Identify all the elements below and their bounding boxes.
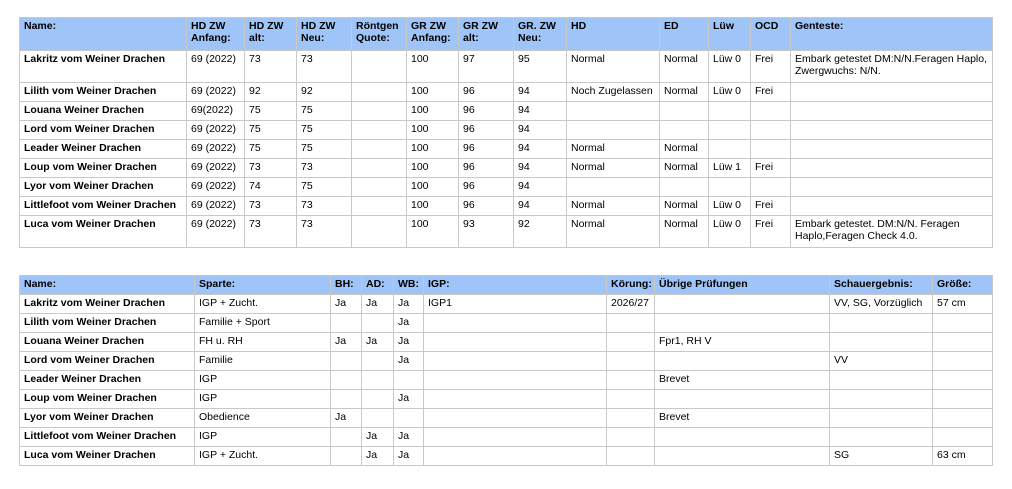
table-cell: Fpr1, RH V bbox=[655, 333, 830, 352]
table-cell: 100 bbox=[407, 216, 459, 248]
column-header-hd-zw-alt: HD ZW alt: bbox=[245, 18, 297, 51]
table-row bbox=[20, 447, 993, 466]
table-cell: 73 bbox=[297, 197, 352, 216]
column-header-name: Name: bbox=[20, 276, 195, 295]
table-cell: 69(2022) bbox=[187, 102, 245, 121]
table-cell bbox=[331, 390, 362, 409]
table-cell bbox=[607, 352, 655, 371]
table-cell: IGP bbox=[195, 390, 331, 409]
table-cell: Embark getestet. DM:N/N. Feragen Haplo,Feragen Check 4.0. bbox=[791, 216, 993, 248]
table-row bbox=[20, 428, 993, 447]
table-cell: Ja bbox=[331, 295, 362, 314]
table-cell: 95 bbox=[514, 51, 567, 83]
table-cell: Ja bbox=[362, 333, 394, 352]
table-cell: Frei bbox=[751, 216, 791, 248]
table-cell: Ja bbox=[394, 390, 424, 409]
table-cell bbox=[567, 102, 660, 121]
table-cell bbox=[751, 102, 791, 121]
table-cell: Embark getestet DM:N/N.Feragen Haplo, Zwergwuchs: N/N. bbox=[791, 51, 993, 83]
table-cell: Obedience bbox=[195, 409, 331, 428]
table-row bbox=[20, 216, 993, 248]
column-header-igp: IGP: bbox=[424, 276, 607, 295]
dog-name-cell: Luca vom Weiner Drachen bbox=[20, 216, 187, 248]
table-cell: Brevet bbox=[655, 409, 830, 428]
dog-name-cell: Loup vom Weiner Drachen bbox=[20, 390, 195, 409]
table-cell: Frei bbox=[751, 83, 791, 102]
table-cell: 100 bbox=[407, 83, 459, 102]
table-cell: Frei bbox=[751, 159, 791, 178]
table-cell: 75 bbox=[245, 140, 297, 159]
table-cell: IGP1 bbox=[424, 295, 607, 314]
table-row bbox=[20, 371, 993, 390]
dog-name-cell: Lord vom Weiner Drachen bbox=[20, 121, 187, 140]
table-cell bbox=[933, 428, 993, 447]
table-cell: Lüw 1 bbox=[709, 159, 751, 178]
table-cell: 93 bbox=[459, 216, 514, 248]
table-cell: Frei bbox=[751, 51, 791, 83]
table-cell bbox=[424, 314, 607, 333]
table-cell bbox=[424, 333, 607, 352]
table-cell bbox=[660, 178, 709, 197]
table-cell: 69 (2022) bbox=[187, 159, 245, 178]
table-row bbox=[20, 140, 993, 159]
table-cell bbox=[830, 314, 933, 333]
table-cell bbox=[751, 178, 791, 197]
table-cell: 94 bbox=[514, 121, 567, 140]
table-cell bbox=[933, 371, 993, 390]
table-cell bbox=[331, 314, 362, 333]
dog-name-cell: Lyor vom Weiner Drachen bbox=[20, 409, 195, 428]
table-cell: 96 bbox=[459, 83, 514, 102]
dog-name-cell: Loup vom Weiner Drachen bbox=[20, 159, 187, 178]
table-cell: FH u. RH bbox=[195, 333, 331, 352]
dog-name-cell: Lakritz vom Weiner Drachen bbox=[20, 295, 195, 314]
table-cell: 73 bbox=[297, 216, 352, 248]
table-cell: Frei bbox=[751, 197, 791, 216]
table-cell: 73 bbox=[245, 216, 297, 248]
table-cell: 100 bbox=[407, 51, 459, 83]
table-cell bbox=[830, 428, 933, 447]
column-header-bh: BH: bbox=[331, 276, 362, 295]
table-cell: 69 (2022) bbox=[187, 178, 245, 197]
table-cell: Ja bbox=[362, 447, 394, 466]
table-row bbox=[20, 390, 993, 409]
table-cell: Ja bbox=[331, 333, 362, 352]
table-row bbox=[20, 197, 993, 216]
table-row bbox=[20, 409, 993, 428]
table-cell bbox=[394, 371, 424, 390]
table-cell: 75 bbox=[297, 102, 352, 121]
table-cell: 94 bbox=[514, 159, 567, 178]
table-cell bbox=[830, 333, 933, 352]
column-header-schauergebnis: Schauergebnis: bbox=[830, 276, 933, 295]
table-cell bbox=[352, 216, 407, 248]
table-cell bbox=[751, 140, 791, 159]
table-cell bbox=[394, 409, 424, 428]
table-cell: Familie bbox=[195, 352, 331, 371]
table-cell bbox=[352, 102, 407, 121]
dog-name-cell: Lord vom Weiner Drachen bbox=[20, 352, 195, 371]
table-cell: Normal bbox=[567, 51, 660, 83]
table-cell: Normal bbox=[567, 216, 660, 248]
table-cell: 75 bbox=[245, 121, 297, 140]
table-cell bbox=[362, 409, 394, 428]
breeding-values-table bbox=[19, 17, 993, 248]
dog-name-cell: Lilith vom Weiner Drachen bbox=[20, 83, 187, 102]
table-cell: Normal bbox=[567, 197, 660, 216]
table-cell: 94 bbox=[514, 140, 567, 159]
table-cell bbox=[352, 159, 407, 178]
table-cell bbox=[655, 390, 830, 409]
table-cell bbox=[655, 447, 830, 466]
table-cell bbox=[352, 197, 407, 216]
table-cell: Ja bbox=[394, 352, 424, 371]
table-cell: 57 cm bbox=[933, 295, 993, 314]
table-cell bbox=[352, 83, 407, 102]
table-cell: IGP bbox=[195, 371, 331, 390]
table-cell: 92 bbox=[514, 216, 567, 248]
table-cell bbox=[362, 371, 394, 390]
table-cell: 96 bbox=[459, 102, 514, 121]
table-cell bbox=[933, 409, 993, 428]
table-cell: Ja bbox=[394, 295, 424, 314]
dog-name-cell: Lilith vom Weiner Drachen bbox=[20, 314, 195, 333]
column-header-gr-zw-alt: GR ZW alt: bbox=[459, 18, 514, 51]
table-cell: Lüw 0 bbox=[709, 51, 751, 83]
table-cell: Lüw 0 bbox=[709, 197, 751, 216]
table-row bbox=[20, 295, 993, 314]
table-cell: Ja bbox=[362, 428, 394, 447]
column-header-name: Name: bbox=[20, 18, 187, 51]
table-cell: 94 bbox=[514, 102, 567, 121]
table-cell: Ja bbox=[394, 447, 424, 466]
table-cell: 69 (2022) bbox=[187, 197, 245, 216]
column-header-gr-zw-anfang: GR ZW Anfang: bbox=[407, 18, 459, 51]
table-cell: Lüw 0 bbox=[709, 216, 751, 248]
table-cell: 100 bbox=[407, 159, 459, 178]
column-header-übrige-prüfungen: Übrige Prüfungen bbox=[655, 276, 830, 295]
dog-name-cell: Leader Weiner Drachen bbox=[20, 140, 187, 159]
table-cell bbox=[362, 314, 394, 333]
table-cell: IGP + Zucht. bbox=[195, 295, 331, 314]
table-cell bbox=[791, 121, 993, 140]
table-cell: Ja bbox=[362, 295, 394, 314]
table-cell: Normal bbox=[660, 197, 709, 216]
header-row bbox=[20, 276, 993, 295]
table-cell bbox=[655, 428, 830, 447]
table-cell: 97 bbox=[459, 51, 514, 83]
table-cell: 69 (2022) bbox=[187, 83, 245, 102]
table-row bbox=[20, 51, 993, 83]
table-cell: 2026/27 bbox=[607, 295, 655, 314]
dog-name-cell: Lakritz vom Weiner Drachen bbox=[20, 51, 187, 83]
dog-name-cell: Leader Weiner Drachen bbox=[20, 371, 195, 390]
sports-results-table bbox=[19, 275, 993, 466]
table-cell bbox=[424, 409, 607, 428]
table-cell bbox=[655, 352, 830, 371]
table-cell bbox=[791, 83, 993, 102]
column-header-ocd: OCD bbox=[751, 18, 791, 51]
table-cell: Ja bbox=[394, 333, 424, 352]
table-cell bbox=[331, 447, 362, 466]
table-cell bbox=[362, 390, 394, 409]
table-cell bbox=[655, 295, 830, 314]
table-cell bbox=[607, 333, 655, 352]
table-cell bbox=[660, 102, 709, 121]
table-cell bbox=[751, 121, 791, 140]
table-cell: Lüw 0 bbox=[709, 83, 751, 102]
table-cell bbox=[352, 121, 407, 140]
table-cell bbox=[352, 140, 407, 159]
table-cell: 75 bbox=[297, 121, 352, 140]
table-cell: 69 (2022) bbox=[187, 121, 245, 140]
table-cell bbox=[362, 352, 394, 371]
table-cell bbox=[607, 428, 655, 447]
dog-name-cell: Littlefoot vom Weiner Drachen bbox=[20, 197, 187, 216]
table-cell: 73 bbox=[245, 197, 297, 216]
table-cell: Normal bbox=[660, 83, 709, 102]
dog-name-cell: Luca vom Weiner Drachen bbox=[20, 447, 195, 466]
dog-name-cell: Louana Weiner Drachen bbox=[20, 102, 187, 121]
table-cell: Normal bbox=[660, 216, 709, 248]
table-cell: Brevet bbox=[655, 371, 830, 390]
table-cell bbox=[791, 102, 993, 121]
table-cell bbox=[424, 447, 607, 466]
table-cell: 63 cm bbox=[933, 447, 993, 466]
table-cell bbox=[607, 447, 655, 466]
table-cell: 73 bbox=[245, 51, 297, 83]
column-header-hd: HD bbox=[567, 18, 660, 51]
table-cell bbox=[331, 428, 362, 447]
column-header-sparte: Sparte: bbox=[195, 276, 331, 295]
table-cell: 100 bbox=[407, 102, 459, 121]
table-cell bbox=[791, 159, 993, 178]
table-cell: 74 bbox=[245, 178, 297, 197]
table-cell: 69 (2022) bbox=[187, 140, 245, 159]
table-cell bbox=[331, 371, 362, 390]
table-cell: 75 bbox=[245, 102, 297, 121]
table-cell bbox=[791, 197, 993, 216]
table-cell: Ja bbox=[394, 314, 424, 333]
table-row bbox=[20, 159, 993, 178]
table-cell bbox=[709, 178, 751, 197]
table-cell: 100 bbox=[407, 178, 459, 197]
table-cell: 73 bbox=[297, 159, 352, 178]
table-cell bbox=[933, 390, 993, 409]
column-header-größe: Größe: bbox=[933, 276, 993, 295]
table-cell: 96 bbox=[459, 140, 514, 159]
table-cell bbox=[933, 352, 993, 371]
dog-name-cell: Lyor vom Weiner Drachen bbox=[20, 178, 187, 197]
column-header-wb: WB: bbox=[394, 276, 424, 295]
table-cell: Normal bbox=[660, 51, 709, 83]
table-cell: VV bbox=[830, 352, 933, 371]
table-cell bbox=[424, 352, 607, 371]
table-cell: Normal bbox=[567, 140, 660, 159]
column-header-hd-zw-anfang: HD ZW Anfang: bbox=[187, 18, 245, 51]
column-header-hd-zw-neu: HD ZW Neu: bbox=[297, 18, 352, 51]
table-cell: Ja bbox=[394, 428, 424, 447]
table-cell: 96 bbox=[459, 121, 514, 140]
table-cell bbox=[424, 428, 607, 447]
table-cell: 96 bbox=[459, 159, 514, 178]
table-cell bbox=[567, 121, 660, 140]
table-cell bbox=[424, 371, 607, 390]
table-cell: 75 bbox=[297, 140, 352, 159]
dog-name-cell: Littlefoot vom Weiner Drachen bbox=[20, 428, 195, 447]
dog-name-cell: Louana Weiner Drachen bbox=[20, 333, 195, 352]
table-cell: 73 bbox=[245, 159, 297, 178]
table-cell bbox=[607, 314, 655, 333]
table-cell bbox=[709, 140, 751, 159]
column-header-ad: AD: bbox=[362, 276, 394, 295]
table-cell: 100 bbox=[407, 140, 459, 159]
table-cell bbox=[791, 178, 993, 197]
table-cell: Normal bbox=[567, 159, 660, 178]
table-cell bbox=[933, 314, 993, 333]
table-cell: IGP bbox=[195, 428, 331, 447]
table-cell: Noch Zugelassen bbox=[567, 83, 660, 102]
table-cell: 73 bbox=[297, 51, 352, 83]
table-cell: 69 (2022) bbox=[187, 216, 245, 248]
column-header-genteste: Genteste: bbox=[791, 18, 993, 51]
table-cell bbox=[830, 371, 933, 390]
table-cell bbox=[331, 352, 362, 371]
table-cell: 96 bbox=[459, 197, 514, 216]
column-header-körung: Körung: bbox=[607, 276, 655, 295]
table-cell: 92 bbox=[245, 83, 297, 102]
table-cell bbox=[352, 178, 407, 197]
table-cell: Ja bbox=[331, 409, 362, 428]
table-row bbox=[20, 178, 993, 197]
table-cell bbox=[567, 178, 660, 197]
table-cell bbox=[607, 390, 655, 409]
table-cell: 94 bbox=[514, 178, 567, 197]
table-cell: 100 bbox=[407, 121, 459, 140]
table-row bbox=[20, 83, 993, 102]
header-row bbox=[20, 18, 993, 51]
table-cell bbox=[791, 140, 993, 159]
table-cell: SG bbox=[830, 447, 933, 466]
table-row bbox=[20, 102, 993, 121]
table-cell bbox=[933, 333, 993, 352]
column-header-lüw: Lüw bbox=[709, 18, 751, 51]
table-cell bbox=[655, 314, 830, 333]
table-cell: Normal bbox=[660, 140, 709, 159]
column-header-röntgen-quote: Röntgen Quote: bbox=[352, 18, 407, 51]
table-cell: Normal bbox=[660, 159, 709, 178]
table-cell bbox=[607, 371, 655, 390]
table-cell: 92 bbox=[297, 83, 352, 102]
table-cell: Familie + Sport bbox=[195, 314, 331, 333]
table-cell: 69 (2022) bbox=[187, 51, 245, 83]
table-cell bbox=[352, 51, 407, 83]
table-cell bbox=[607, 409, 655, 428]
table-cell bbox=[660, 121, 709, 140]
table-row bbox=[20, 333, 993, 352]
table-row bbox=[20, 121, 993, 140]
table-cell bbox=[709, 102, 751, 121]
table-cell: IGP + Zucht. bbox=[195, 447, 331, 466]
table-cell bbox=[424, 390, 607, 409]
table-cell bbox=[709, 121, 751, 140]
table-cell: 100 bbox=[407, 197, 459, 216]
table-cell: 94 bbox=[514, 197, 567, 216]
table-cell: VV, SG, Vorzüglich bbox=[830, 295, 933, 314]
column-header-ed: ED bbox=[660, 18, 709, 51]
table-cell: 94 bbox=[514, 83, 567, 102]
table-row bbox=[20, 352, 993, 371]
column-header-gr-zw-neu: GR. ZW Neu: bbox=[514, 18, 567, 51]
table-cell: 75 bbox=[297, 178, 352, 197]
table-cell bbox=[830, 390, 933, 409]
table-cell bbox=[830, 409, 933, 428]
table-row bbox=[20, 314, 993, 333]
table-cell: 96 bbox=[459, 178, 514, 197]
